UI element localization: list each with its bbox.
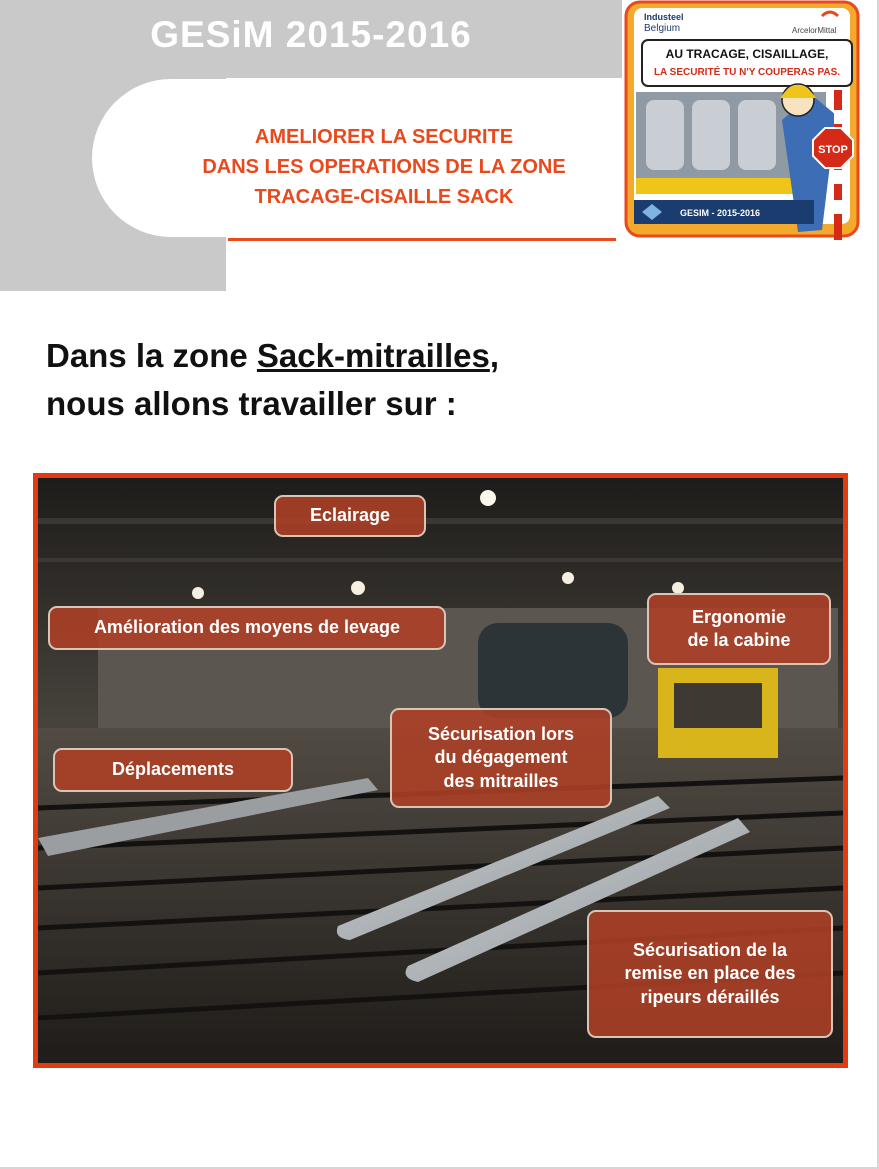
orange-divider <box>228 238 616 241</box>
badge-brand: Industeel <box>644 12 684 22</box>
heading-suffix: , <box>489 337 500 374</box>
photo-frame <box>33 473 848 1068</box>
callout-text: Sécurisation lors <box>427 723 575 744</box>
callout-degagement <box>390 708 612 808</box>
subtitle-line: AMELIORER LA SECURITE <box>254 126 514 148</box>
callout-text: ripeurs déraillés <box>640 986 780 1007</box>
heading-prefix: Dans la zone <box>46 337 257 374</box>
heading-line-2: nous allons travailler sur : <box>46 384 457 422</box>
callout-text: des mitrailles <box>443 770 559 791</box>
callout-text: de la cabine <box>687 630 791 650</box>
callout-text: Eclairage <box>309 505 391 526</box>
callout-levage <box>48 606 446 650</box>
callout-text: remise en place des <box>624 963 796 984</box>
section-heading <box>46 332 499 428</box>
campaign-poster <box>622 0 862 240</box>
badge-footer: GESIM - 2015-2016 <box>680 208 761 218</box>
callout-text: Ergonomie <box>691 606 786 627</box>
callout-text: Déplacements <box>111 759 235 780</box>
workshop-photo <box>38 478 843 1063</box>
badge-slogan: LA SECURITÉ TU N'Y COUPERAS PAS. <box>653 67 841 78</box>
page-title: GESiM 2015-2016 <box>150 14 472 55</box>
callout-text: Amélioration des moyens de levage <box>93 617 401 638</box>
callout-ergonomie <box>647 593 831 665</box>
badge-brand: Belgium <box>644 23 681 34</box>
callout-eclairage <box>274 495 426 537</box>
subtitle <box>118 122 650 212</box>
heading-zone-name: Sack-mitrailles <box>256 337 490 374</box>
callout-text: du dégagement <box>434 747 568 768</box>
callout-deplacements <box>53 748 293 792</box>
stop-sign-text: STOP <box>818 144 848 156</box>
heading-line-1 <box>46 332 499 380</box>
badge-brand-right: ArcelorMittal <box>792 26 837 35</box>
callout-ripeurs <box>587 910 833 1038</box>
subtitle-line: DANS LES OPERATIONS DE LA ZONE <box>202 156 566 178</box>
callout-text: Sécurisation de la <box>632 939 788 960</box>
subtitle-line: TRACAGE-CISAILLE SACK <box>254 186 514 208</box>
badge-slogan: AU TRACAGE, CISAILLAGE, <box>665 47 829 61</box>
